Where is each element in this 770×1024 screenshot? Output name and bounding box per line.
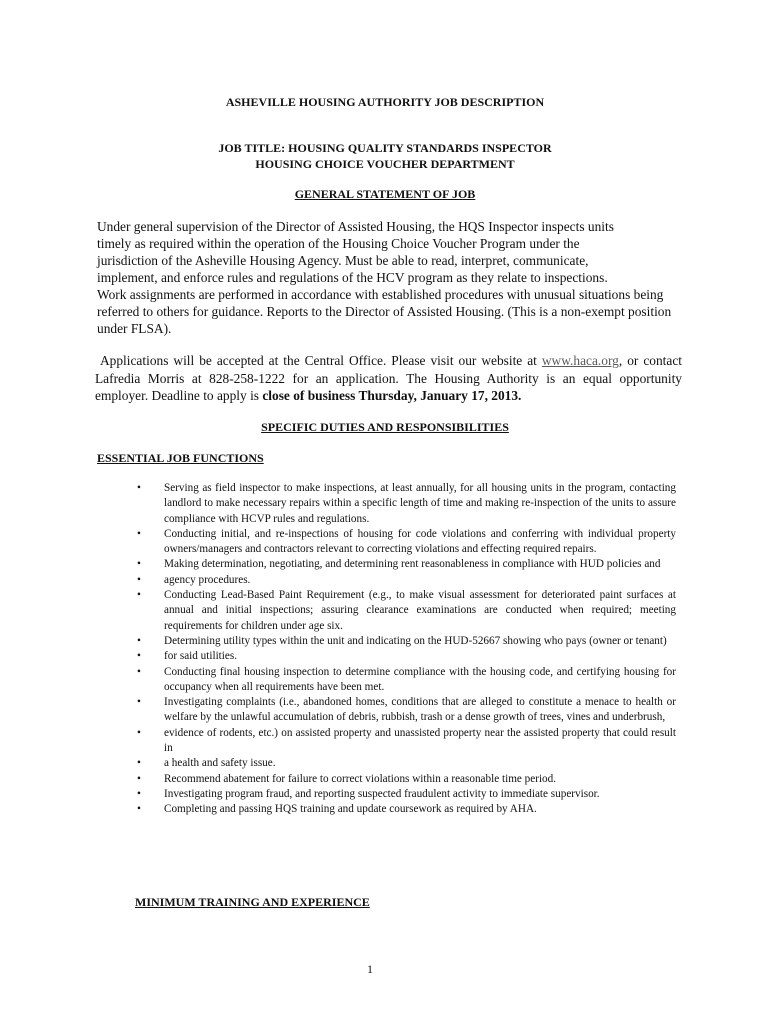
general-statement-line: jurisdiction of the Asheville Housing Agency. Must be able to read, interpret, communicate, <box>97 253 589 268</box>
general-statement-line: timely as required within the operation of the Housing Choice Voucher Program under the <box>97 236 580 251</box>
deadline-text: close of business Thursday, January 17, 2013. <box>262 388 522 403</box>
bullet-icon: • <box>137 650 141 663</box>
department-line: HOUSING CHOICE VOUCHER DEPARTMENT <box>255 157 515 171</box>
duty-text: Conducting final housing inspection to determine compliance with the housing code, and certifying housing for occupancy when all requirements have been met. <box>164 665 676 693</box>
bullet-icon: • <box>137 787 141 800</box>
applications-paragraph <box>95 352 682 405</box>
general-statement-line: implement, and enforce rules and regulations of the HCV program as they relate to inspections. <box>97 270 608 285</box>
duty-text: agency procedures. <box>164 573 251 586</box>
list-item <box>134 802 676 817</box>
bullet-icon: • <box>137 757 141 770</box>
bullet-icon: • <box>137 482 141 494</box>
essential-functions-heading: ESSENTIAL JOB FUNCTIONS <box>97 451 264 465</box>
list-item <box>134 695 676 726</box>
specific-duties-heading: SPECIFIC DUTIES AND RESPONSIBILITIES <box>261 420 509 434</box>
applications-text: Applications will be accepted at the Central Office. Please visit our website at <box>99 353 542 368</box>
general-statement-line: under FLSA). <box>97 321 172 336</box>
bullet-icon: • <box>137 726 141 739</box>
duty-text: Determining utility types within the unit and indicating on the HUD-52667 showing who pays (owner or tenant) <box>164 634 667 647</box>
bullet-icon: • <box>137 573 141 586</box>
duty-text: a health and safety issue. <box>164 757 276 770</box>
job-title-line: JOB TITLE: HOUSING QUALITY STANDARDS INSPECTOR <box>218 141 552 155</box>
list-item <box>134 634 676 649</box>
general-statement-line: Under general supervision of the Director of Assisted Housing, the HQS Inspector inspects units <box>97 219 614 234</box>
list-item <box>134 557 676 572</box>
list-item <box>134 481 676 527</box>
website-link[interactable]: www.haca.org <box>541 353 619 368</box>
duties-list <box>134 481 676 818</box>
list-item <box>134 573 676 588</box>
general-statement-paragraph <box>97 218 681 337</box>
list-item <box>134 665 676 696</box>
general-statement-heading: GENERAL STATEMENT OF JOB <box>294 187 476 201</box>
general-statement-line: Work assignments are performed in accordance with established procedures with unusual situations being <box>97 287 664 302</box>
list-item <box>134 756 676 771</box>
document-title: ASHEVILLE HOUSING AUTHORITY JOB DESCRIPTION <box>225 95 545 109</box>
duty-text: for said utilities. <box>164 650 238 663</box>
list-item <box>134 588 676 634</box>
page-number: 1 <box>367 962 373 976</box>
applications-contact-text: , or contact Lafredia Morris at 828-258-1222 for an application. The Housing Authority is an equal opportunity employer. Deadline to apply is <box>95 353 682 403</box>
list-item <box>134 787 676 802</box>
duty-text: Investigating program fraud, and reporting suspected fraudulent activity to immediate supervisor. <box>164 787 600 800</box>
duty-text: Making determination, negotiating, and determining rent reasonableness in compliance with HUD policies and <box>164 558 661 571</box>
duty-text: Conducting Lead-Based Paint Requirement (e.g., to make visual assessment for deteriorated paint surfaces at annual and initial inspections; assuring clearance examinations are conducted when required; meeting requirements for children under age six. <box>164 589 676 632</box>
general-statement-line: referred to others for guidance. Reports to the Director of Assisted Housing. (This is a non-exempt position <box>97 304 672 319</box>
bullet-icon: • <box>137 589 141 602</box>
duty-text: Serving as field inspector to make inspections, at least annually, for all housing units in the program, contacting landlord to make necessary repairs within a specific length of time and making re-inspection of the units to assure compliance with HCVP rules and regulations. <box>164 482 676 525</box>
list-item <box>134 527 676 558</box>
bullet-icon: • <box>137 803 141 816</box>
bullet-icon: • <box>137 527 141 540</box>
bullet-icon: • <box>137 696 141 709</box>
list-item <box>134 772 676 787</box>
bullet-icon: • <box>137 665 141 678</box>
bullet-icon: • <box>137 634 141 647</box>
duty-text: evidence of rodents, etc.) on assisted property and unassisted property near the assisted property that could result in <box>164 726 676 755</box>
minimum-training-heading: MINIMUM TRAINING AND EXPERIENCE <box>135 895 370 909</box>
bullet-icon: • <box>137 772 141 785</box>
duty-text: Investigating complaints (i.e., abandoned homes, conditions that are alleged to constitute a menace to health or welfare by the unlawful accumulation of debris, rubbish, trash or a dense growth of trees, vines and underbrush, <box>164 696 676 724</box>
duty-text: Recommend abatement for failure to correct violations within a reasonable time period. <box>164 772 557 785</box>
list-item <box>134 649 676 664</box>
duty-text: Conducting initial, and re-inspections of housing for code violations and conferring with individual property owners/managers and contractors relevant to correcting violations and effecting required repairs. <box>164 527 676 556</box>
duty-text: Completing and passing HQS training and update coursework as required by AHA. <box>164 803 537 816</box>
list-item <box>134 726 676 757</box>
bullet-icon: • <box>137 558 141 571</box>
